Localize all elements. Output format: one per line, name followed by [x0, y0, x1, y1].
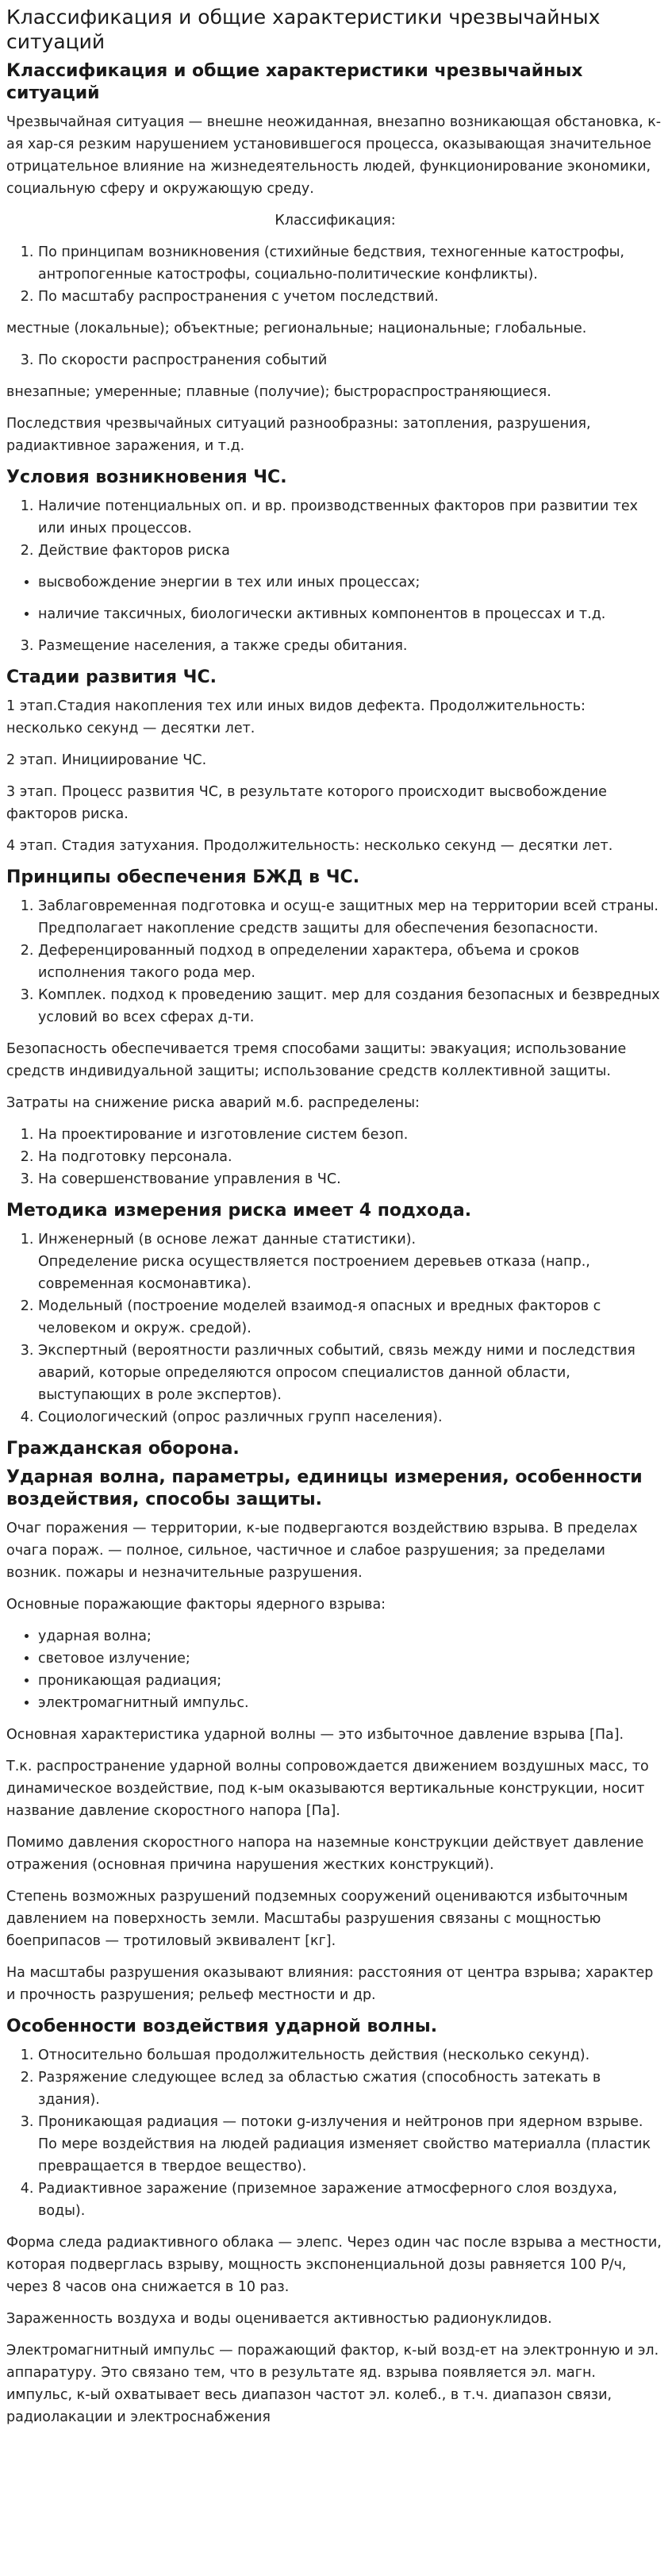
paragraph: Степень возможных разрушений подземных сооружений оцениваются избыточным давлением на поверхность земли. Масштабы разрушения связаны с мощностью боеприпасов — тротиловый эквивалент [кг].	[6, 1889, 628, 1949]
paragraph: 4 этап. Стадия затухания. Продолжительность: несколько секунд — десятки лет.	[6, 838, 613, 854]
paragraph: Основные поражающие факторы ядерного взрыва:	[6, 1597, 386, 1613]
list-item	[38, 895, 664, 940]
bullet-list	[6, 1625, 664, 1714]
numbered-list	[6, 241, 664, 308]
list-item	[38, 286, 664, 308]
list-item-text: По принципам возникновения (стихийные бедствия, техногенные катострофы, антропогенные катострофы, социально-политические конфликты).	[38, 244, 624, 283]
section-heading: Методика измерения риска имеет 4 подхода.	[6, 1201, 472, 1221]
numbered-list	[6, 495, 664, 562]
list-item	[38, 571, 664, 594]
list-item	[38, 635, 664, 657]
list-item	[38, 984, 664, 1028]
list-item-text: высвобождение энергии в тех или иных процессах;	[38, 575, 420, 590]
centered-paragraph: Классификация:	[275, 213, 396, 229]
list-item	[38, 1124, 664, 1146]
list-item	[38, 349, 664, 371]
paragraph: Основная характеристика ударной волны — это избыточное давление взрыва [Па].	[6, 1727, 624, 1743]
list-item	[38, 1340, 664, 1406]
list-item-text: Радиактивное заражение (приземное заражение атмосферного слоя воздуха, воды).	[38, 2181, 617, 2219]
list-item-text: На проектирование и изготовление систем безоп.	[38, 1127, 409, 1143]
list-item-text: Заблаговременная подготовка и осущ-е защитных мер на территории всей страны. Предполагает накопление средств защиты для обеспечения безопасности.	[38, 898, 659, 936]
paragraph: Безопасность обеспечивается тремя способами защиты: эвакуация; использование средств индивидуальной защиты; использование средств коллективной защиты.	[6, 1041, 627, 1079]
section-heading: Стадии развития ЧС.	[6, 667, 217, 687]
list-item	[38, 1146, 664, 1168]
paragraph: 1 этап.Стадия накопления тех или иных видов дефекта. Продолжительность: несколько секунд — десятки лет.	[6, 698, 586, 736]
paragraph: 3 этап. Процесс развития ЧС, в результате которого происходит высвобождение факторов риска.	[6, 784, 607, 822]
list-item-text: По скорости распространения событий	[38, 352, 328, 368]
section-heading: Принципы обеспечения БЖД в ЧС.	[6, 867, 360, 887]
list-item-text: Социологический (опрос различных групп населения).	[38, 1409, 443, 1425]
list-item	[38, 1295, 664, 1340]
list-item	[38, 1168, 664, 1190]
section-heading: Ударная волна, параметры, единицы измерения, особенности воздействия, способы защиты.	[6, 1467, 643, 1509]
list-item-text: На подготовку персонала.	[38, 1149, 232, 1165]
section-heading: Классификация и общие характеристики чрезвычайных ситуаций	[6, 61, 583, 103]
list-item-text: На совершенствование управления в ЧС.	[38, 1171, 341, 1187]
paragraph: На масштабы разрушения оказывают влияния: расстояния от центра взрыва; характер и прочность разрушения; рельеф местности и др.	[6, 1965, 654, 2003]
list-item-text: По масштабу распространения с учетом последствий.	[38, 289, 439, 305]
section-heading: Особенности воздействия ударной волны.	[6, 2017, 438, 2036]
list-item	[38, 1647, 664, 1670]
list-item	[38, 2111, 664, 2178]
numbered-list	[6, 349, 664, 371]
section-heading: Гражданская оборона.	[6, 1439, 240, 1459]
list-item-text: наличие таксичных, биологически активных компонентов в процессах и т.д.	[38, 606, 606, 622]
list-item-text: Экспертный (вероятности различных событий, связь между ними и последствия аварий, которые определяются опросом специалистов данной области, выступающих в роле экспертов).	[38, 1343, 636, 1403]
list-item-text: Проникающая радиация — потоки g-излучения и нейтронов при ядерном взрыве. По мере воздействия на людей радиация изменяет свойство материалла (пластик превращается в твердое вещество).	[38, 2114, 651, 2174]
list-item-text: Модельный (построение моделей взаимод-я опасных и вредных факторов с человеком и окруж. средой).	[38, 1298, 601, 1336]
list-item-subtext: Определение риска осуществляется построением деревьев отказа (напр., современная космонавтика).	[38, 1254, 590, 1292]
list-item	[38, 1692, 664, 1714]
paragraph: внезапные; умеренные; плавные (получие); быстрораспространяющиеся.	[6, 384, 551, 400]
bullet-list	[6, 603, 664, 625]
list-item	[38, 2178, 664, 2222]
list-item	[38, 2067, 664, 2111]
numbered-list	[6, 635, 664, 657]
list-item-text: Разряжение следующее вслед за областью сжатия (способность затекать в здания).	[38, 2070, 601, 2108]
list-item-text: Размещение населения, а также среды обитания.	[38, 638, 408, 654]
list-item	[38, 603, 664, 625]
paragraph: Помимо давления скоростного напора на наземные конструкции действует давление отражения (основная причина нарушения жестких конструкций).	[6, 1835, 644, 1873]
numbered-list	[6, 2044, 664, 2222]
paragraph: Очаг поражения — территории, к-ые подвергаются воздействию взрыва. В пределах очага пораж. — полное, сильное, частичное и слабое разрушения; за пределами возник. пожары и незначительные разрушения.	[6, 1521, 638, 1581]
paragraph: местные (локальные); объектные; региональные; национальные; глобальные.	[6, 321, 587, 336]
section-heading: Условия возникновения ЧС.	[6, 467, 287, 487]
list-item-text: электромагнитный импульс.	[38, 1695, 249, 1711]
list-item-text: Относительно большая продолжительность действия (несколько секунд).	[38, 2047, 590, 2063]
bullet-list	[6, 571, 664, 594]
paragraph: Т.к. распространение ударной волны сопровождается движением воздушных масс, то динамическое воздействие, под к-ым оказываются вертикальные конструкции, носит название давление скоростного напора [Па].	[6, 1759, 649, 1819]
paragraph: Форма следа радиактивного облака — элепс. Через один час после взрыва а местности, которая подверглась взрыву, мощность экспоненциальной дозы равняется 100 Р/ч, через 8 часов она снижается в 10 раз.	[6, 2235, 662, 2295]
list-item	[38, 1670, 664, 1692]
list-item	[38, 1406, 664, 1428]
list-item-text: ударная волна;	[38, 1628, 152, 1644]
numbered-list	[6, 895, 664, 1028]
list-item-text: световое излучение;	[38, 1651, 190, 1667]
list-item	[38, 495, 664, 540]
list-item-text: Действие факторов риска	[38, 543, 230, 559]
list-item	[38, 1625, 664, 1647]
page-title: Классификация и общие характеристики чрезвычайных ситуаций	[6, 6, 601, 53]
paragraph: Электромагнитный импульс — поражающий фактор, к-ый возд-ет на электронную и эл. аппаратуру. Это связано тем, что в результате яд. взрыва появляется эл. магн. импульс, к-ый охватывает весь диапазон частот эл. колеб., в т.ч. диапазон связи, радиолакации и электроснабжения	[6, 2343, 659, 2425]
numbered-list	[6, 1228, 664, 1428]
list-item-text: Деференцированный подход в определении характера, объема и сроков исполнения такого рода мер.	[38, 943, 580, 981]
list-item	[38, 241, 664, 286]
list-item-text: Инженерный (в основе лежат данные статистики).	[38, 1232, 417, 1248]
article-content	[6, 60, 664, 2428]
list-item	[38, 2044, 664, 2067]
numbered-list	[6, 1124, 664, 1190]
paragraph: Последствия чрезвычайных ситуаций разнообразны: затопления, разрушения, радиактивное заражения, и т.д.	[6, 416, 591, 454]
paragraph: 2 этап. Инициирование ЧС.	[6, 752, 207, 768]
paragraph: Затраты на снижение риска аварий м.б. распределены:	[6, 1095, 420, 1111]
list-item	[38, 1228, 664, 1295]
list-item-text: Наличие потенциальных оп. и вр. производственных факторов при развитии тех или иных процессов.	[38, 498, 639, 536]
list-item	[38, 940, 664, 984]
list-item	[38, 540, 664, 562]
list-item-text: проникающая радиация;	[38, 1673, 222, 1689]
list-item-text: Комплек. подход к проведению защит. мер для создания безопасных и безвредных условий во всех сферах д-ти.	[38, 987, 660, 1025]
paragraph: Чрезвычайная ситуация — внешне неожиданная, внезапно возникающая обстановка, к-ая хар-ся резким нарушением установившегося процесса, оказывающая значительное отрицательное влияние на жизнедеятельность людей, функционирование экономики, социальную сферу и окружающую среду.	[6, 114, 662, 197]
paragraph: Зараженность воздуха и воды оценивается активностью радионуклидов.	[6, 2311, 552, 2327]
